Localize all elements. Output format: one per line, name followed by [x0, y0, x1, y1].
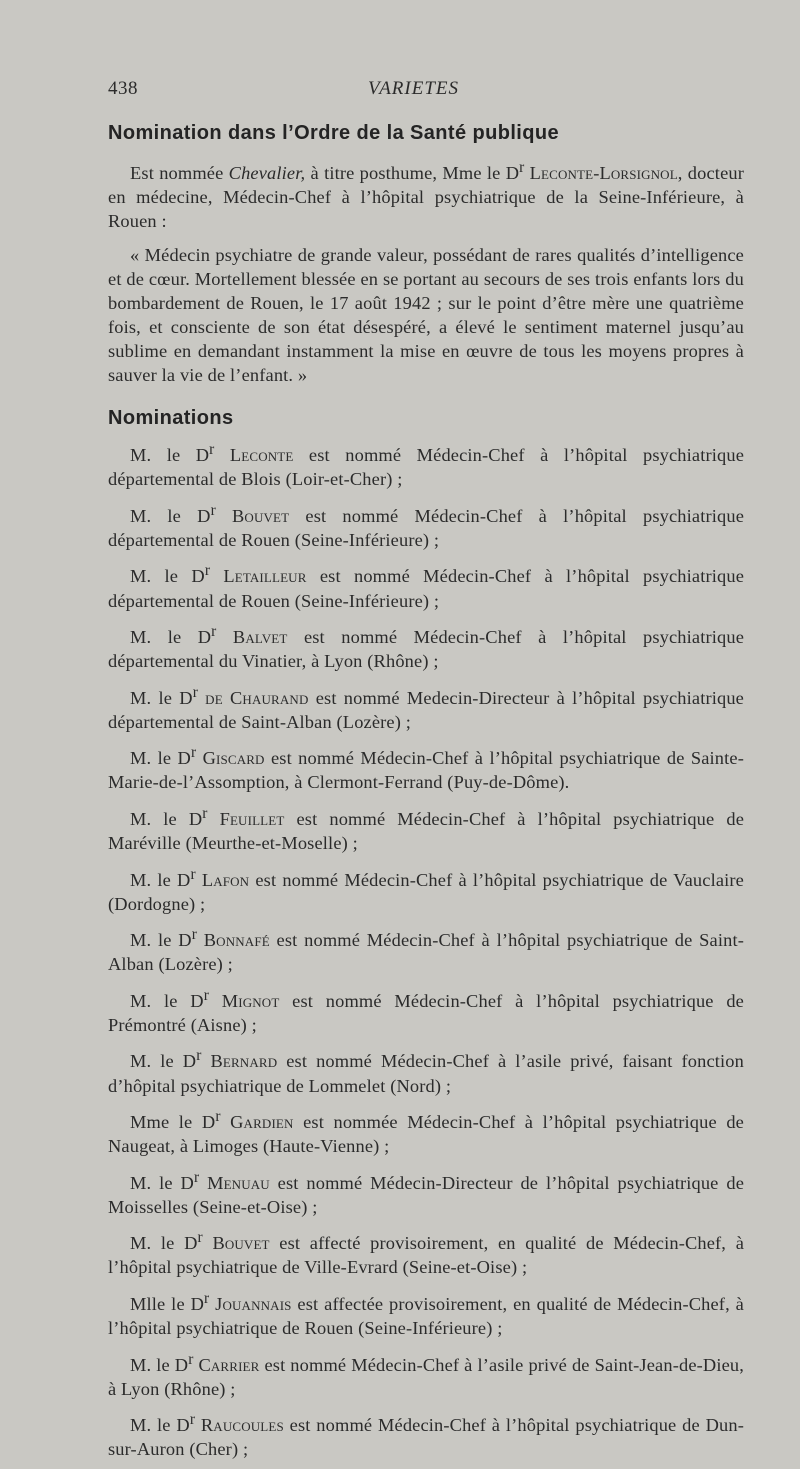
nomination-entry [108, 741, 744, 794]
intro-text-a: Est nommée [130, 163, 229, 184]
entry-superscript: r [197, 1229, 203, 1247]
page-header [108, 78, 740, 104]
entry-text: est nommé Médecin-Chef à l’hôpital psychiatrique de Sainte-Marie-de-l’Assomption, à Clermont-Ferrand (Puy-de-Dôme). [108, 748, 744, 793]
entry-doctor-name: Jouannais [215, 1294, 292, 1314]
nomination-entry [108, 1287, 744, 1340]
entry-doctor-name: Feuillet [219, 809, 285, 829]
entry-superscript: r [192, 683, 198, 701]
entry-prefix: Mme le D [130, 1112, 216, 1133]
section-title-order: Nomination dans l’Ordre de la Santé publique [108, 122, 559, 144]
entry-superscript: r [191, 926, 197, 944]
entry-text: est nommé Médecin-Chef à l’hôpital psychiatrique de Prémontré (Aisne) ; [108, 990, 744, 1035]
nomination-entry [108, 1166, 744, 1219]
entry-prefix: M. le D [130, 869, 191, 890]
intro-doctor-name: Leconte-Lorsignol, [529, 163, 683, 184]
intro-superscript: r [519, 159, 525, 176]
nomination-entry [108, 1348, 744, 1401]
entry-text: est nommé Médecin-Chef à l’hôpital psychiatrique départemental du Vinatier, à Lyon (Rhône) ; [108, 627, 745, 672]
entry-prefix: M. le D [130, 1051, 197, 1072]
entry-text: est nommé Médecin-Chef à l’hôpital psychiatrique de Maréville (Meurthe-et-Moselle) ; [108, 809, 745, 853]
entry-text: est nommé Médecin-Chef à l’asile privé de Saint-Jean-de-Dieu, à Lyon (Rhône) ; [108, 1354, 744, 1399]
entry-superscript: r [211, 623, 217, 640]
entry-prefix: M. le D [130, 990, 204, 1011]
entry-superscript: r [202, 804, 208, 822]
entry-text: est affecté provisoirement, en qualité de Médecin-Chef, à l’hôpital psychiatrique de Ville-Evrard (Seine-et-Oise) ; [108, 1233, 745, 1278]
entry-doctor-name: Bouvet [232, 505, 290, 526]
entry-doctor-name: Bonnafé [203, 930, 270, 951]
entry-superscript: r [189, 1411, 196, 1429]
entry-text: est nommée Médecin-Chef à l’hôpital psychiatrique de Naugeat, à Limoges (Haute-Vienne) ; [108, 1112, 744, 1157]
entry-prefix: Mlle le D [130, 1294, 205, 1314]
entry-prefix: M. le D [130, 748, 191, 769]
nomination-entry [108, 559, 744, 612]
page-number: 438 [108, 78, 138, 99]
entry-prefix: M. le D [130, 1233, 198, 1254]
entry-prefix: M. le D [130, 566, 205, 587]
nomination-entry [108, 802, 744, 855]
entry-prefix: M. le D [130, 809, 203, 829]
entry-doctor-name: Gardien [230, 1112, 294, 1133]
nomination-entry [108, 863, 744, 916]
nomination-entry [108, 1044, 744, 1097]
entry-prefix: M. le D [130, 687, 193, 708]
entry-text: est nommé Médecin-Chef à l’hôpital psychiatrique départemental de Blois (Loir-et-Cher) ; [108, 445, 745, 490]
entry-prefix: M. le D [130, 627, 212, 648]
entry-prefix: M. le D [130, 930, 192, 951]
entry-doctor-name: Balvet [232, 627, 288, 648]
nomination-entry [108, 923, 744, 976]
entry-text: est affectée provisoirement, en qualité de Médecin-Chef, à l’hôpital psychiatrique de Rouen (Seine-Inférieure) ; [108, 1294, 744, 1338]
section-title-nominations: Nominations [108, 407, 234, 430]
intro-text-e: docteur en médecine, Médecin-Chef à l’hôpital psychiatrique de la Seine-Inférieure, à Rouen : [108, 163, 745, 232]
entry-text: est nommé Medecin-Directeur à l’hôpital psychiatrique départemental de Saint-Alban (Lozère) ; [108, 687, 744, 732]
intro-rank: Chevalier, [228, 163, 306, 184]
entry-superscript: r [190, 865, 196, 883]
entry-superscript: r [215, 1108, 221, 1125]
entry-prefix: M. le D [130, 1354, 189, 1375]
nomination-entry [108, 1105, 744, 1158]
entry-doctor-name: Bernard [210, 1051, 278, 1072]
entry-text: est nommé Médecin-Chef à l’hôpital psychiatrique départemental de Rouen (Seine-Inférieure) ; [108, 505, 745, 550]
entry-prefix: M. le D [130, 445, 210, 466]
page-body [108, 122, 744, 1469]
entry-superscript: r [204, 1289, 210, 1307]
intro-text-c: à titre posthume, Mme le D [305, 163, 520, 184]
entry-doctor-name: Lafon [201, 869, 250, 890]
entry-prefix: M. le D [130, 1415, 190, 1436]
entry-doctor-name: Letailleur [223, 566, 307, 587]
entry-doctor-name: Mignot [221, 990, 280, 1011]
entry-superscript: r [204, 562, 211, 580]
entry-doctor-name: Giscard [202, 748, 265, 769]
entry-doctor-name: de Chaurand [205, 687, 309, 708]
nomination-entry [108, 620, 744, 673]
entry-text: est nommé Médecin-Chef à l’hôpital psychiatrique de Dun-sur-Auron (Cher) ; [108, 1415, 744, 1460]
entry-superscript: r [193, 1168, 200, 1186]
entry-text: est nommé Médecin-Chef à l’hôpital psychiatrique de Saint-Alban (Lozère) ; [108, 930, 744, 975]
entry-doctor-name: Leconte [229, 445, 294, 466]
nomination-entry [108, 984, 744, 1037]
citation-paragraph: « Médecin psychiatre de grande valeur, possédant de rares qualités d’intelligence et de cœur. Mortellement blessée en se portant au secours de ses trois enfants lors du bombardement de Rouen, le 17 août 1942 ; sur le point d’être mère une quatrième fois, et consciente de son état désespéré, a élevé le sentiment maternel jusqu’au sublime en demandant instamment la mise en œuvre de tous les moyens propres à sauver la vie de l’enfant. » [108, 245, 744, 386]
entry-superscript: r [209, 441, 215, 459]
nomination-entry [108, 499, 744, 552]
entry-prefix: M. le D [130, 1172, 194, 1193]
entry-doctor-name: Menuau [207, 1172, 270, 1193]
entry-text: est nommé Médecin-Chef à l’hôpital psychiatrique départemental de Rouen (Seine-Inférieure) ; [108, 566, 745, 611]
entry-prefix: M. le D [130, 505, 211, 526]
entry-text: est nommé Médecin-Chef à l’hôpital psychiatrique de Vauclaire (Dordogne) ; [108, 869, 744, 914]
entry-superscript: r [203, 986, 209, 1004]
nomination-entry [108, 438, 744, 491]
nomination-entry [108, 1408, 744, 1461]
entry-superscript: r [196, 1047, 202, 1065]
intro-paragraph [108, 156, 744, 233]
entry-doctor-name: Carrier [198, 1354, 260, 1375]
entry-doctor-name: Bouvet [212, 1233, 270, 1254]
entry-doctor-name: Raucoules [200, 1415, 284, 1436]
entry-superscript: r [188, 1350, 194, 1368]
nomination-entry [108, 681, 744, 734]
entry-superscript: r [190, 744, 197, 762]
entry-text: est nommé Médecin-Directeur de l’hôpital psychiatrique de Moisselles (Seine-et-Oise) ; [108, 1172, 745, 1217]
nomination-entry [108, 1226, 744, 1279]
running-title: VARIETES [368, 78, 460, 99]
entry-superscript: r [210, 501, 216, 519]
nominations-list [108, 438, 744, 1461]
entry-text: est nommé Médecin-Chef à l’asile privé, faisant fonction d’hôpital psychiatrique de Lommelet (Nord) ; [108, 1051, 745, 1096]
